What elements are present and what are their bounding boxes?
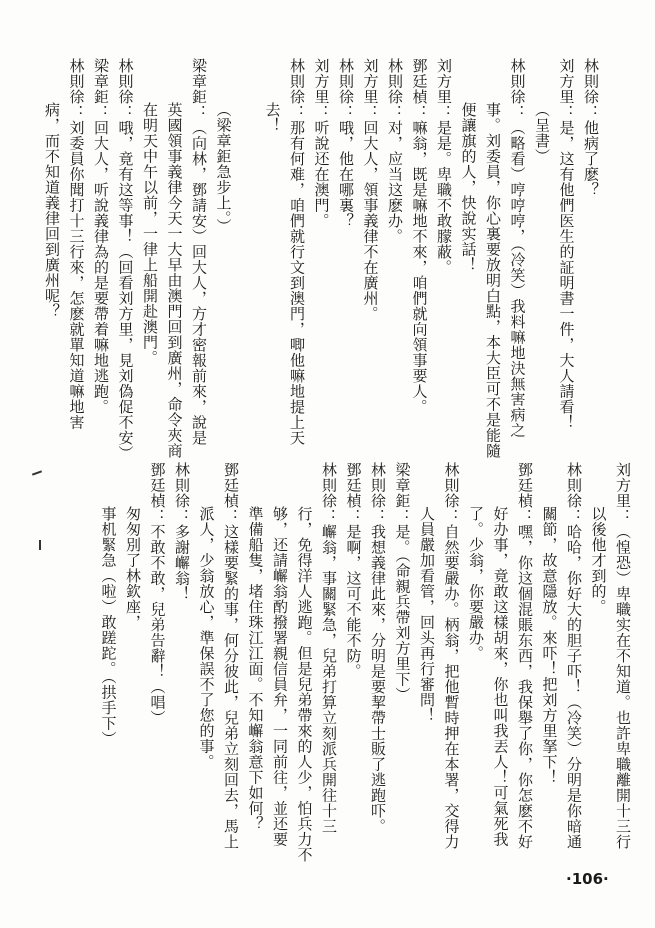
text-column: 行，免得洋人逃跑。但是兒弟帶來的人少，怕兵力不 bbox=[295, 506, 314, 863]
text-column: 鄧廷楨：这樣要緊的事，何分彼此，兒弟立刻回去，馬上 bbox=[222, 462, 240, 850]
text-column: 刘方里：是是。卑職不敢朦蔽。 bbox=[435, 58, 453, 275]
text-column: 林則徐：我想義律此來，分明是要挈帶士販了逃跑吓。 bbox=[369, 462, 387, 834]
text-column: 準備船隻，堵住珠江江面。不知嶰翁意下如何？ bbox=[246, 506, 265, 832]
text-column: 鄧廷楨：是啊，这可不能不防。 bbox=[344, 462, 363, 679]
text-column: 以後他才到的。 bbox=[589, 506, 608, 615]
text-column: 林則徐：哦，他在哪裏？ bbox=[337, 58, 355, 229]
text-column: 刘方里：回大人，領事義律不在廣州。 bbox=[361, 58, 380, 322]
text-column: 林則徐：嶰翁，事關緊急，兒弟打算立刻派兵開往十三 bbox=[320, 462, 338, 834]
text-column: 够，还請嶰翁酌撥署親信員弁，一同前往，並还要 bbox=[271, 506, 289, 847]
text-column: 林則徐：他病了麽？ bbox=[582, 58, 600, 198]
text-column: 林則徐：那有何难，咱們就行文到澳門，唧他嘛地提上天 bbox=[288, 58, 306, 446]
text-column: 了。少翁，你要嚴办。 bbox=[467, 506, 485, 661]
text-column: 林則徐：哦，竟有这等事！（回看刘方里，見刘偽促不安） bbox=[116, 58, 135, 461]
text-column: 便讓旗的人，快說实話！ bbox=[459, 102, 478, 273]
text-column: 事机緊急（啦）敢蹉跎。（拱手下） bbox=[99, 506, 118, 747]
text-column: 林則徐：多謝嶰翁！ bbox=[173, 462, 191, 602]
text-column bbox=[236, 58, 261, 446]
text-column: 梁章鉅：是。（命親兵帶刘方里下） bbox=[393, 462, 412, 703]
top-text-block bbox=[40, 58, 604, 461]
bottom-text-block bbox=[96, 462, 635, 882]
margin-mark bbox=[39, 540, 41, 550]
text-column: 關節，故意隱放。來吓！把刘方里拏下！ bbox=[540, 506, 559, 785]
text-column: 病，而不知道義律回到廣州呢？ bbox=[43, 102, 61, 319]
text-column: 林則徐：自然要嚴办。柄翁，把他暫時押在本署，交得力 bbox=[442, 462, 461, 850]
text-column: 人員嚴加看管，回头再行審問！ bbox=[418, 506, 436, 723]
text-column: 派人，少翁放心，準保誤不了您的事。 bbox=[197, 506, 216, 770]
text-column: 好办事，竟敢这樣胡來，你也叫我丟人！可氣死我 bbox=[491, 506, 510, 847]
text-column: 鄧廷楨：嘛翁，既是嘛地不來，咱們就向領事要人。 bbox=[410, 58, 429, 415]
text-column: 去！ bbox=[263, 102, 282, 133]
text-column: 事。刘委員，你心裏要放明白點，本大臣可不是能隨 bbox=[484, 102, 502, 459]
text-column: 林則徐：（略看）哼哼哼，（冷笑）我料嘛地決無害病之 bbox=[508, 58, 527, 438]
text-column: 梁章鉅：回大人，听說義律為的是要帶着嘛地逃跑。 bbox=[92, 58, 110, 415]
text-column: 林則徐：哈哈，你好大的胆子吓！（冷笑）分明是你暗通 bbox=[565, 462, 583, 850]
text-column: 林則徐：对，应当这麽办。 bbox=[386, 58, 404, 244]
text-column: 林則徐：刘委員你聞打十三行來，怎麽就單知道嘛地害 bbox=[67, 58, 86, 430]
text-column: 在明天中午以前，一律上船開赴澳門。 bbox=[141, 102, 159, 366]
page-number: ·106· bbox=[566, 870, 609, 888]
text-column: 英國領事義律今天一大早由澳門回到廣州，命令夾商 bbox=[165, 102, 184, 459]
text-column: 刘方里：听說还在澳門。 bbox=[312, 58, 331, 229]
text-column: 鄧廷楨：嘿，你这個混賬东西，我保舉了你，你怎麽不好 bbox=[516, 462, 534, 850]
text-column: 刘方里：（惶恐）卑職实在不知道。也許卑職離開十三行 bbox=[614, 462, 632, 850]
text-column: （呈書） bbox=[533, 102, 551, 164]
margin-mark bbox=[32, 470, 42, 475]
text-column: 梁章鉅：（向林，鄧請安）回大人，方才密報前來，說是 bbox=[190, 58, 208, 446]
text-column: 鄧廷楨：不敢不敢，兒弟告辭！（唱） bbox=[148, 462, 167, 726]
text-column: （梁章鉅急步上。） bbox=[214, 102, 233, 234]
text-column: 匆匆別了林欽座， bbox=[124, 506, 142, 630]
text-column: 刘方里：是，这有他們医生的証明書一件，大人請看！ bbox=[557, 58, 576, 430]
